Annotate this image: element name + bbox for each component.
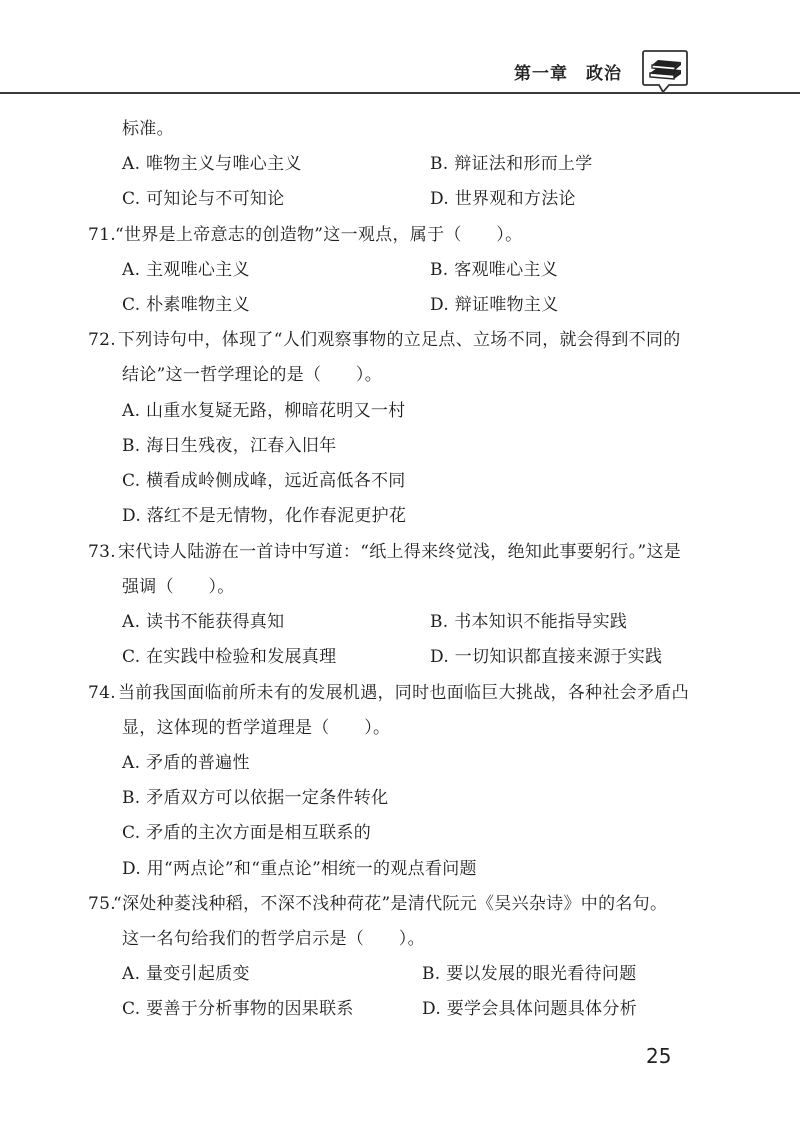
option: D. 落红不是无情物，化作春泥更护花 <box>122 506 407 526</box>
option: C. 要善于分析事物的因果联系 <box>122 999 354 1019</box>
question-text: 宋代诗人陆游在一首诗中写道：“纸上得来终觉浅，绝知此事要躬行。”这是 <box>118 542 682 562</box>
question-text: “深处种菱浅种稻，不深不浅种荷花”是清代阮元《吴兴杂诗》中的名句。 <box>113 894 668 914</box>
question-number: 74. <box>88 683 116 703</box>
option: D. 要学会具体问题具体分析 <box>422 999 638 1019</box>
option: C. 矛盾的主次方面是相互联系的 <box>122 823 372 843</box>
option: C. 可知论与不可知论 <box>122 189 285 209</box>
question-number: 75. <box>88 894 116 914</box>
question-text: 强调（ ）。 <box>122 577 235 597</box>
option: B. 海日生残夜，江春入旧年 <box>122 436 337 456</box>
option: C. 在实践中检验和发展真理 <box>122 647 337 667</box>
question-number: 71. <box>88 225 116 245</box>
chapter-title: 第一章 政治 <box>514 64 622 84</box>
option: C. 朴素唯物主义 <box>122 295 250 315</box>
option: D. 辩证唯物主义 <box>430 295 559 315</box>
question-number: 72. <box>88 330 116 350</box>
option: A. 唯物主义与唯心主义 <box>122 154 302 174</box>
option: B. 要以发展的眼光看待问题 <box>422 964 637 984</box>
option: A. 矛盾的普遍性 <box>122 753 250 773</box>
question-text: “世界是上帝意志的创造物”这一观点，属于（ ）。 <box>115 225 523 245</box>
option: C. 横看成岭侧成峰，远近高低各不同 <box>122 471 406 491</box>
option: B. 矛盾双方可以依据一定条件转化 <box>122 788 389 808</box>
option: D. 一切知识都直接来源于实践 <box>430 647 663 667</box>
question-text: 这一名句给我们的哲学启示是（ ）。 <box>122 929 425 949</box>
option: B. 辩证法和形而上学 <box>430 154 593 174</box>
question-text: 当前我国面临前所未有的发展机遇，同时也面临巨大挑战，各种社会矛盾凸 <box>118 683 689 703</box>
page-number: 25 <box>646 1044 672 1068</box>
option: A. 量变引起质变 <box>122 964 250 984</box>
continuation-text: 标准。 <box>122 119 174 139</box>
option: D. 世界观和方法论 <box>430 189 576 209</box>
option: B. 书本知识不能指导实践 <box>430 612 628 632</box>
stacked-books-icon <box>641 48 689 98</box>
question-text: 结论”这一哲学理论的是（ ）。 <box>122 365 382 385</box>
option: A. 山重水复疑无路，柳暗花明又一村 <box>122 401 406 421</box>
option: A. 主观唯心主义 <box>122 260 250 280</box>
question-number: 73. <box>88 542 116 562</box>
option: D. 用“两点论”和“重点论”相统一的观点看问题 <box>122 859 477 879</box>
question-text: 下列诗句中，体现了“人们观察事物的立足点、立场不同，就会得到不同的 <box>118 330 681 350</box>
header-rule <box>0 92 800 94</box>
question-text: 显，这体现的哲学道理是（ ）。 <box>122 718 391 738</box>
option: A. 读书不能获得真知 <box>122 612 285 632</box>
option: B. 客观唯心主义 <box>430 260 558 280</box>
